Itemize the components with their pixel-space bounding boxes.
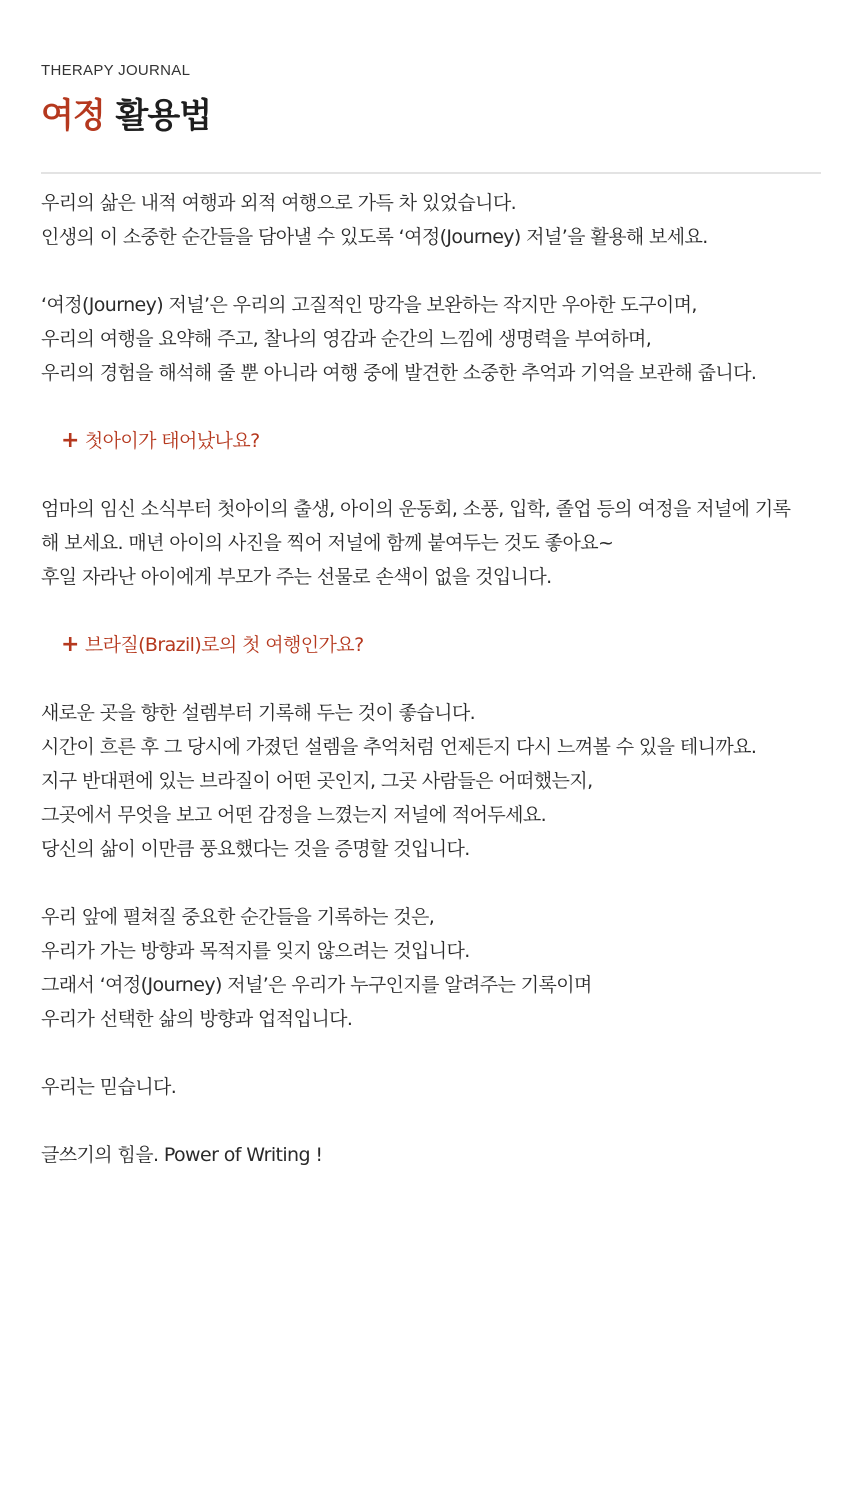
paragraph-line: 지구 반대편에 있는 브라질이 어떤 곳인지, 그곳 사람들은 어떠했는지,	[41, 770, 593, 792]
paragraph-line: 우리 앞에 펼쳐질 중요한 순간들을 기록하는 것은,	[41, 906, 435, 928]
eyebrow-label: THERAPY JOURNAL	[41, 62, 191, 79]
title-accent: 여정	[41, 96, 105, 136]
paragraph-line: ‘여정(Journey) 저널’은 우리의 고질적인 망각을 보완하는 작지만 우아한 도구이며,	[41, 294, 697, 316]
section-heading-text: 브라질(Brazil)로의 첫 여행인가요?	[84, 634, 364, 656]
plus-icon: +	[61, 632, 79, 657]
paragraph-line: 해 보세요. 매년 아이의 사진을 찍어 저널에 함께 붙여두는 것도 좋아요~	[41, 532, 614, 554]
paragraph-line: 그래서 ‘여정(Journey) 저널’은 우리가 누구인지를 알려주는 기록이며	[41, 974, 592, 996]
title-rest: 활용법	[115, 96, 212, 136]
paragraph-line: 새로운 곳을 향한 설렘부터 기록해 두는 것이 좋습니다.	[41, 702, 476, 724]
paragraph-line: 우리의 경험을 해석해 줄 뿐 아니라 여행 중에 발견한 소중한 추억과 기억을 보관해 줍니다.	[41, 362, 757, 384]
purpose-paragraph	[41, 288, 821, 390]
divider	[41, 172, 821, 174]
paragraph-line: 당신의 삶이 이만큼 풍요했다는 것을 증명할 것입니다.	[41, 838, 470, 860]
paragraph-line: 그곳에서 무엇을 보고 어떤 감정을 느꼈는지 저널에 적어두세요.	[41, 804, 547, 826]
plus-icon: +	[61, 428, 79, 453]
first-child-paragraph	[41, 492, 821, 594]
section-heading-text: 첫아이가 태어났나요?	[84, 430, 260, 452]
paragraph-line: 우리의 삶은 내적 여행과 외적 여행으로 가득 차 있었습니다.	[41, 192, 517, 214]
paragraph-line: 엄마의 임신 소식부터 첫아이의 출생, 아이의 운동회, 소풍, 입학, 졸업 등의 여정을 저널에 기록	[41, 498, 791, 520]
paragraph-line: 우리가 가는 방향과 목적지를 잊지 않으려는 것입니다.	[41, 940, 470, 962]
brazil-trip-paragraph	[41, 696, 821, 866]
paragraph-line: 후일 자라난 아이에게 부모가 주는 선물로 손색이 없을 것입니다.	[41, 566, 552, 588]
intro-paragraph	[41, 186, 821, 254]
paragraph-line: 우리의 여행을 요약해 주고, 찰나의 영감과 순간의 느낌에 생명력을 부여하며,	[41, 328, 652, 350]
section-heading-first-child	[41, 424, 821, 458]
content-body	[41, 186, 821, 1172]
paragraph-line: 시간이 흐른 후 그 당시에 가졌던 설렘을 추억처럼 언제든지 다시 느껴볼 수 있을 테니까요.	[41, 736, 757, 758]
section-heading-brazil-trip	[41, 628, 821, 662]
closing-paragraph	[41, 900, 821, 1036]
page-title	[41, 88, 211, 137]
tagline: 글쓰기의 힘을. Power of Writing !	[41, 1144, 323, 1166]
paragraph-line: 인생의 이 소중한 순간들을 담아낼 수 있도록 ‘여정(Journey) 저널’을 활용해 보세요.	[41, 226, 708, 248]
belief-line: 우리는 믿습니다.	[41, 1076, 177, 1098]
paragraph-line: 우리가 선택한 삶의 방향과 업적입니다.	[41, 1008, 353, 1030]
